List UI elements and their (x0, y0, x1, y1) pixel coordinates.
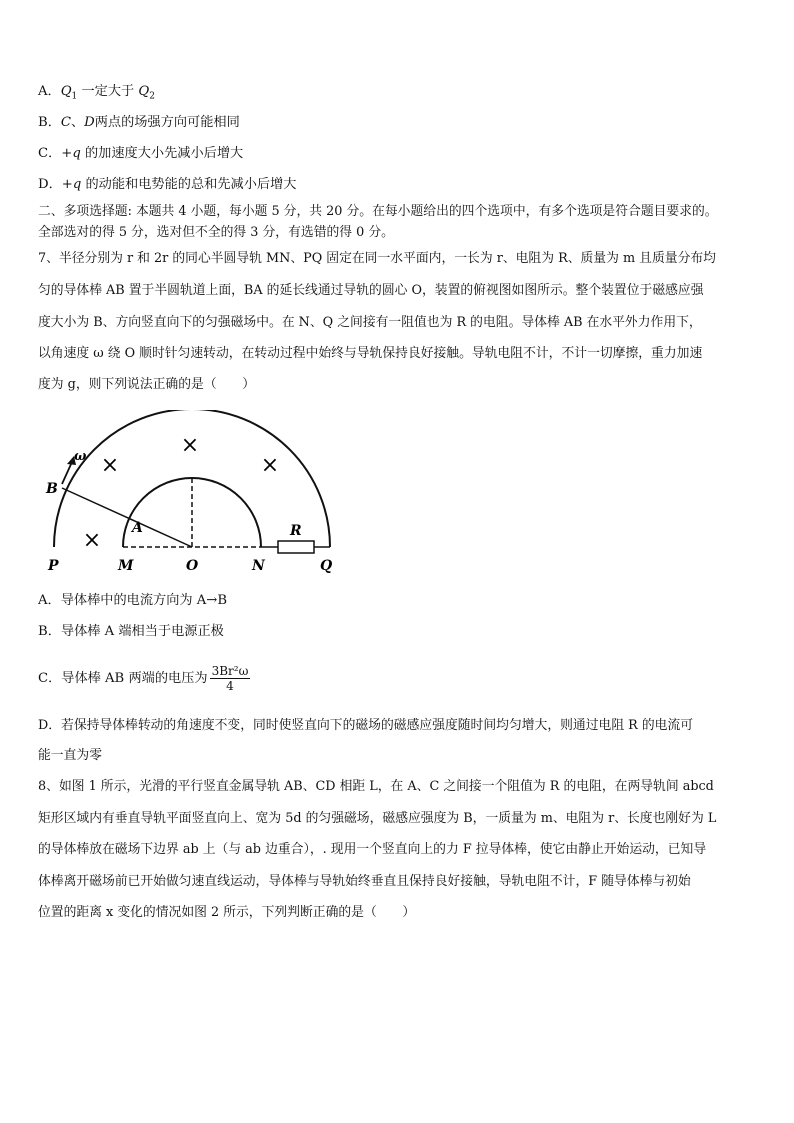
q7-option-d-line2: 能一直为零 (38, 748, 102, 763)
q8-line-3: 的导体棒放在磁场下边界 ab 上（与 ab 边重合），. 现用一个竖直向上的力 F 拉导体棒，使它由静止开始运动，已知导 (38, 842, 707, 857)
section2-line2: 全部选对的得 5 分，选对但不全的得 3 分，有选错的得 0 分。 (38, 225, 394, 240)
field-cross-2: × (180, 433, 200, 458)
field-cross-4: × (82, 528, 102, 553)
q7-option-a: A．导体棒中的电流方向为 A→B (38, 593, 228, 608)
label-o: O (186, 558, 199, 574)
label-p: P (48, 558, 59, 574)
q8-line-5: 位置的距离 x 变化的情况如图 2 所示，下列判断正确的是（ ） (38, 905, 416, 920)
q7-line-2: 匀的导体棒 AB 置于半圆轨道上面，BA 的延长线通过导轨的圆心 O，装置的俯视图如图所示。整个装置位于磁感应强 (38, 283, 704, 298)
q7-line-5: 度为 g，则下列说法正确的是（ ） (38, 377, 256, 392)
q7-option-c-fraction: $\frac{\text{3Br²ω}}{4}$ (211, 664, 249, 693)
q6-option-a: A．$Q_1$ 一定大于 $Q_2$ (38, 84, 155, 102)
q8-line-1: 8、如图 1 所示，光滑的平行竖直金属导轨 AB、CD 相距 L，在 A、C 之间接一个阻值为 R 的电阻，在两导轨间 abcd (38, 779, 714, 794)
section2-line1: 二、多项选择题: 本题共 4 小题，每小题 5 分，共 20 分。在每小题给出的四个选项中，有多个选项是符合题目要求的。 (38, 204, 718, 219)
q7-figure (40, 410, 350, 580)
label-m: M (118, 558, 134, 574)
label-q: Q (320, 558, 333, 574)
label-b: B (46, 481, 58, 497)
q7-line-4: 以角速度 ω 绕 O 顺时针匀速转动，在转动过程中始终与导轨保持良好接触。导轨电阻不计，不计一切摩擦，重力加速 (38, 346, 703, 361)
field-cross-1: × (100, 453, 120, 478)
label-r: R (290, 523, 302, 539)
label-n: N (252, 558, 265, 574)
q7-option-b: B．导体棒 A 端相当于电源正极 (38, 624, 224, 639)
q7-option-c: C．导体棒 AB 两端的电压为 $\frac{\text{3Br²ω}}{4}$ (38, 664, 249, 693)
q7-option-d-line1: D．若保持导体棒转动的角速度不变，同时使竖直向下的磁场的磁感应强度随时间均匀增大，则通过电阻 R 的电流可 (38, 718, 694, 733)
q6-option-d: D．+q 的动能和电势能的总和先减小后增大 (38, 177, 297, 192)
q6-option-c: C．+q 的加速度大小先减小后增大 (38, 146, 244, 161)
q7-line-3: 度大小为 B、方向竖直向下的匀强磁场中。在 N、Q 之间接有一阻值也为 R 的电阻。导体棒 AB 在水平外力作用下， (38, 315, 702, 330)
label-a: A (132, 520, 143, 536)
rod-ab (62, 488, 192, 547)
q6-option-b: B．C、D两点的场强方向可能相同 (38, 115, 240, 130)
label-omega: ω (74, 449, 87, 464)
q7-line-1: 7、半径分别为 r 和 2r 的同心半圆导轨 MN、PQ 固定在同一水平面内，一长为 r、电阻为 R、质量为 m 且质量分布均 (38, 251, 716, 266)
q8-line-4: 体棒离开磁场前已开始做匀速直线运动，导体棒与导轨始终垂直且保持良好接触，导轨电阻不计，F 随导体棒与初始 (38, 874, 691, 889)
field-cross-3: × (260, 453, 280, 478)
q8-line-2: 矩形区域内有垂直导轨平面竖直向上、宽为 5d 的匀强磁场，磁感应强度为 B，一质量为 m、电阻为 r、长度也刚好为 L (38, 811, 717, 826)
resistor (278, 541, 314, 553)
